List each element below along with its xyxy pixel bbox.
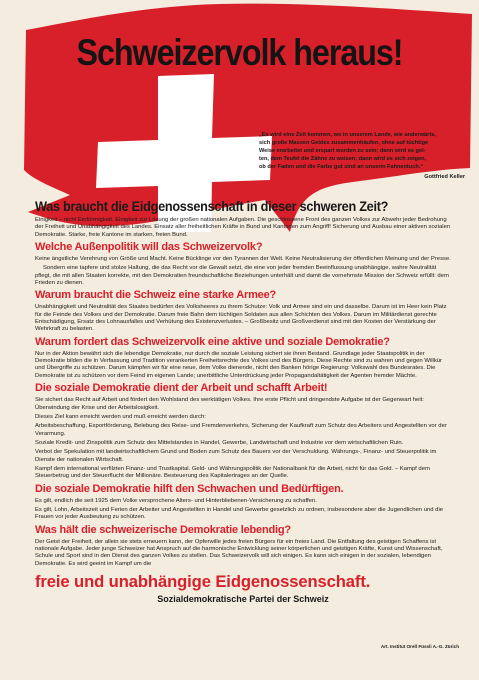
section-paragraph: Arbeitsbeschaffung, Exportförderung, Belebung des Reise- und Fremdenverkehrs, Sicherung der Kaufkraft zum Schutz des Arbeiters und Angestellten vor der Verarmung. (35, 423, 447, 437)
section-heading-army: Warum braucht die Schweiz eine starke Armee? (35, 289, 277, 302)
section-heading-social: Die soziale Demokratie hilft den Schwachen und Bedürftigen. (35, 482, 344, 495)
section-paragraph: Keine ängstliche Verehrung von Größe und Macht. Keine Bücklinge vor den Tyrannen der Welt. Keine Neutralisierung der öffentlichen Meinung und der Presse. (35, 256, 451, 263)
poster-title: Schweizervolk heraus! (76, 31, 403, 73)
keller-quote (259, 131, 465, 182)
section-paragraph: Unabhängigkeit und Neutralität des Staates bedürfen des Volksheeres zu ihrem Schutze: Volk und Armee sind ein und dasselbe. Darum ist im Heer kein Platz für die Feinde des Volkes und der Demokratie. Darum freie Bahn dem tüchtigen Soldaten aus allen Schichten des Volkes. Darum im Militärdienst gerechte Entschädigung, Ersatz des Lohnausfalles und Verhütung des Existenzverlustes. – Großbesitz und Großverdienst sind mit den Kosten der Verstärkung der Wehrkraft zu belasten. (35, 304, 447, 333)
section-paragraph: Sondern eine tapfere und stolze Haltung, die das Recht vor die Gewalt setzt, die eine von jeder fremden Beeinflussung unabhängige, wahre Neutralität pflegt, die mit allen Staaten korrekte, mit den Demokratien freundschaftliche Beziehungen unterhält und damit die vornehmste Mission der Schweiz erfüllt: dem Frieden zu dienen. (35, 265, 449, 287)
section-paragraph: Kampf dem international verfilzten Finanz- und Trustkapital. Geld- und Währungspolitik der Nationalbank für die Arbeit, nicht für das Gold. – Kampf dem Steuerbetrug und der Steuerflucht der Millionäre. Besteuerung des Kapitalertrages an der Quelle. (35, 465, 430, 480)
section-paragraph: Verbot der Spekulation mit landwirtschaftlichem Grund und Boden zum Schutz des Bauers vor der Verschuldung. Währungs-, Finanz- und Steuerpolitik im Dienste der nationalen Wirtschaft. (35, 449, 437, 463)
closing-slogan: freie und unabhängige Eidgenossenschaft. (35, 572, 371, 591)
party-name: Sozialdemokratische Partei der Schweiz (157, 594, 329, 604)
intro-paragraph: Einigkeit – nicht Einförmigkeit. Einigkeit zur Lösung der großen nationalen Aufgaben. Die geschlossene Front des ganzen Volkes zur Abwehr jeder Bedrohung der Freiheit und Unabhängigkeit des Landes. Einsatz aller freiheitlichen Kräfte in Bund und Kantonen zum Angriff! Sicherung und Ausbau einer aktiven sozialen Demokratie. Starke, freie Kantone im starken, freien Bund. (35, 217, 451, 238)
section-paragraph: Sie sichert das Recht auf Arbeit und fördert den Wohlstand des werktätigen Volkes. Ihre erste Pflicht und dringendste Aufgabe ist der Gegenwart heit: Überwindung der Krise und der Arbeitslosigkeit. (35, 397, 424, 411)
section-heading-democracy: Warum fordert das Schweizervolk eine aktive und soziale Demokratie? (35, 335, 390, 348)
section-heading-work: Die soziale Demokratie dient der Arbeit und schafft Arbeit! (35, 382, 328, 395)
section-paragraph: Der Geist der Freiheit, der allein sie stets erneuern kann, der Opferwille jedes freien Bürgers für ein freies Land. Die Entfaltung des geistigen Schaffens ist nationale Aufgabe. Jeder junge Schweizer hat Anspruch auf die harmonische Entwicklung seiner körperlichen und geistigen Kräfte, Kunst und Wissenschaft, Schule und Sport sind in den Dienst des ganzen Volkes zu stellen. Das Schweizervolk will sich einigen. Es kann sich einigen in der sozialen, lebendigen Demokratie. Es wird geeint im Kampf um die (35, 538, 443, 567)
lead-question: Was braucht die Eidgenossenschaft in dieser schweren Zeit? (35, 199, 389, 214)
quote-line: sich große Massen Geldes zusammenhäufen, ohne auf tüchtige (259, 140, 429, 147)
section-heading-living-democracy: Was hält die schweizerische Demokratie lebendig? (35, 523, 291, 536)
main-text (35, 199, 451, 604)
quote-line: „Es wird eine Zeit kommen, wo in unserem Lande, wie anderwärts, (259, 132, 436, 138)
quote-author: Gottfried Keller (424, 174, 465, 181)
section-heading-foreign-policy: Welche Außenpolitik will das Schweizervolk? (35, 241, 263, 254)
section-paragraph: Es gilt, Lohn, Arbeitszeit und Ferien der Arbeiter und Angestellten in Handel und Gewerbe gesetzlich zu ordnen, insbesondere aber die Jugendlichen und die Frauen vor jeder Ausbeutung zu schützen. (35, 506, 444, 521)
section-paragraph: Soziale Kredit- und Zinspolitik zum Schutz des Mittelstandes in Handel, Gewerbe, Landwirtschaft und Industrie vor dem wirtschaftlichen Ruin. (35, 439, 404, 446)
quote-line: Weise erarbeitet und erspart worden zu sein; dann wird es gel- (259, 148, 426, 155)
section-paragraph: Dieses Ziel kann erreicht werden und muß erreicht werden durch: (35, 413, 206, 420)
section-paragraph: Nur in der Aktion bewährt sich die lebendige Demokratie, nur durch die soziale Leistung sichert sie ihren Bestand. Grundlage jeder Staatspolitik in der Demokratie bilden die in Verfassung und Tradition verankerten Freiheitsrechte des Volkes und des Bürgers. Diese Rechte sind zu wahren und gegen Willkür und Übergriffe zu schützen. Darum kämpfen wir für eine neue, dem Volke dienende, nicht den Banken hörige Regierung: Volkswahl des Bundesrates. Die Demokratie ist zu schützen vor dem Feind im eigenen Lande; unerbittliche Unterdrückung jeder Propagandaltätigkeit der Agenten fremder Mächte. (35, 350, 443, 379)
printer-imprint: Art. Institut Orell Füssli A.-G. Zürich (380, 644, 459, 649)
quote-line: ten, dem Teufel die Zähne zu weisen; dann wird es sich zeigen, (259, 156, 427, 163)
section-paragraph: Es gilt, endlich die seit 1925 dem Volke versprochene Alters- und Hinterbliebenen-Versicherung zu schaffen. (35, 497, 317, 504)
quote-line: ob der Faden und die Farbe gut sind an unserm Fahnentuch.“ (259, 164, 424, 171)
